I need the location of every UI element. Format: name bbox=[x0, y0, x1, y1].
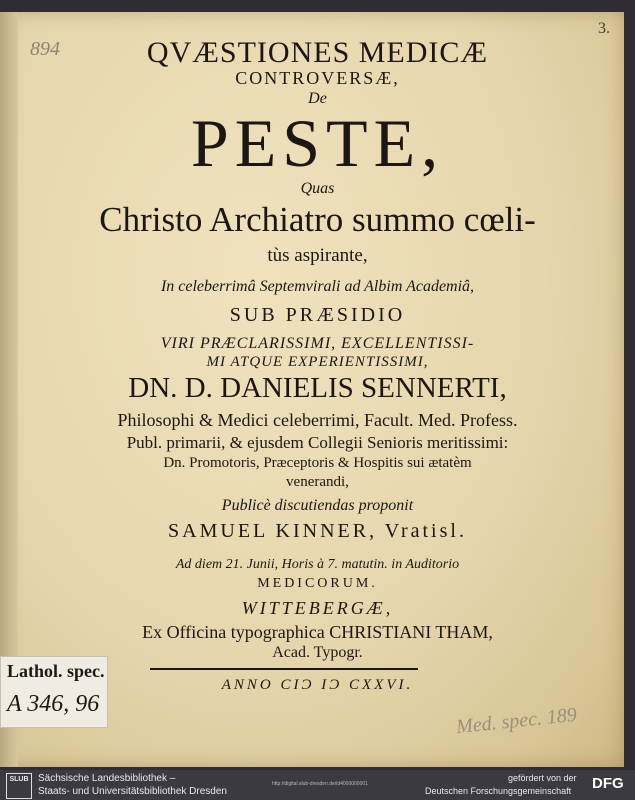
printer-line: Ex Officina typographica CHRISTIANI THAM, bbox=[142, 622, 493, 642]
praeses-name: DN. D. DANIELIS SENNERTI, bbox=[128, 372, 507, 404]
praeses-title-1: Philosophi & Medici celeberrimi, Facult. Med. Profess. bbox=[117, 410, 518, 430]
dedication-line-2: tùs aspirante, bbox=[267, 245, 368, 266]
shelfmark-label bbox=[0, 656, 108, 728]
printer-title: Acad. Typogr. bbox=[272, 644, 363, 661]
viri-line-1: VIRI PRÆCLARISSIMI, EXCELLENTISSI- bbox=[160, 335, 475, 352]
persistent-url[interactable]: http://digital.slub-dresden.de/id4000000001 bbox=[272, 781, 368, 787]
praeses-title-2: Publ. primarii, & ejusdem Collegii Senioris meritissimi: bbox=[126, 433, 509, 452]
praeside-line: SUB PRÆSIDIO bbox=[229, 304, 406, 326]
place-line: WITTEBERGÆ, bbox=[241, 598, 394, 618]
title-de: De bbox=[308, 90, 327, 107]
manuscript-page-number: 3. bbox=[598, 20, 610, 37]
viri-line-2: MI ATQUE EXPERIENTISSIMI, bbox=[206, 354, 429, 370]
auditorium-line: MEDICORUM. bbox=[257, 576, 378, 591]
title-line-1: QVÆSTIONES MEDICÆ bbox=[146, 36, 489, 69]
title-line-2: CONTROVERSÆ, bbox=[235, 68, 400, 88]
academy-line: In celeberrimâ Septemvirali ad Albim Academiâ, bbox=[160, 278, 475, 295]
shelfmark-line-2: A 346, 96 bbox=[7, 691, 100, 717]
year-line: ANNO CIƆ IƆ CXXVI. bbox=[221, 677, 414, 693]
library-name-line-2: Staats- und Universitätsbibliothek Dresden bbox=[38, 786, 227, 797]
funding-line-1: gefördert von der bbox=[508, 773, 577, 783]
footer-bar bbox=[0, 770, 635, 800]
date-line: Ad diem 21. Junii, Horis à 7. matutin. in Auditorio bbox=[175, 557, 460, 572]
slub-logo: SLUB bbox=[6, 773, 32, 799]
manuscript-number: 894 bbox=[30, 38, 60, 60]
library-name-line-1: Sächsische Landesbibliothek – bbox=[38, 773, 176, 784]
dedication-line-1: Christo Archiatro summo cœli- bbox=[99, 200, 536, 239]
praeses-title-4: venerandi, bbox=[286, 474, 349, 490]
main-title-peste: PESTE, bbox=[190, 105, 445, 181]
title-quas: Quas bbox=[300, 180, 335, 197]
proponit-line: Publicè discutiendas proponit bbox=[221, 497, 414, 514]
dfg-logo: DFG bbox=[592, 775, 624, 792]
shelfmark-line-1: Lathol. spec. bbox=[7, 661, 105, 681]
respondent-name: SAMUEL KINNER, Vratisl. bbox=[168, 520, 467, 542]
funding-line-2: Deutschen Forschungsgemeinschaft bbox=[425, 786, 572, 796]
praeses-title-3: Dn. Promotoris, Præceptoris & Hospitis sui ætatèm bbox=[163, 455, 472, 471]
manuscript-signature: Med. spec. 189 bbox=[455, 703, 578, 739]
divider-rule bbox=[150, 668, 418, 670]
